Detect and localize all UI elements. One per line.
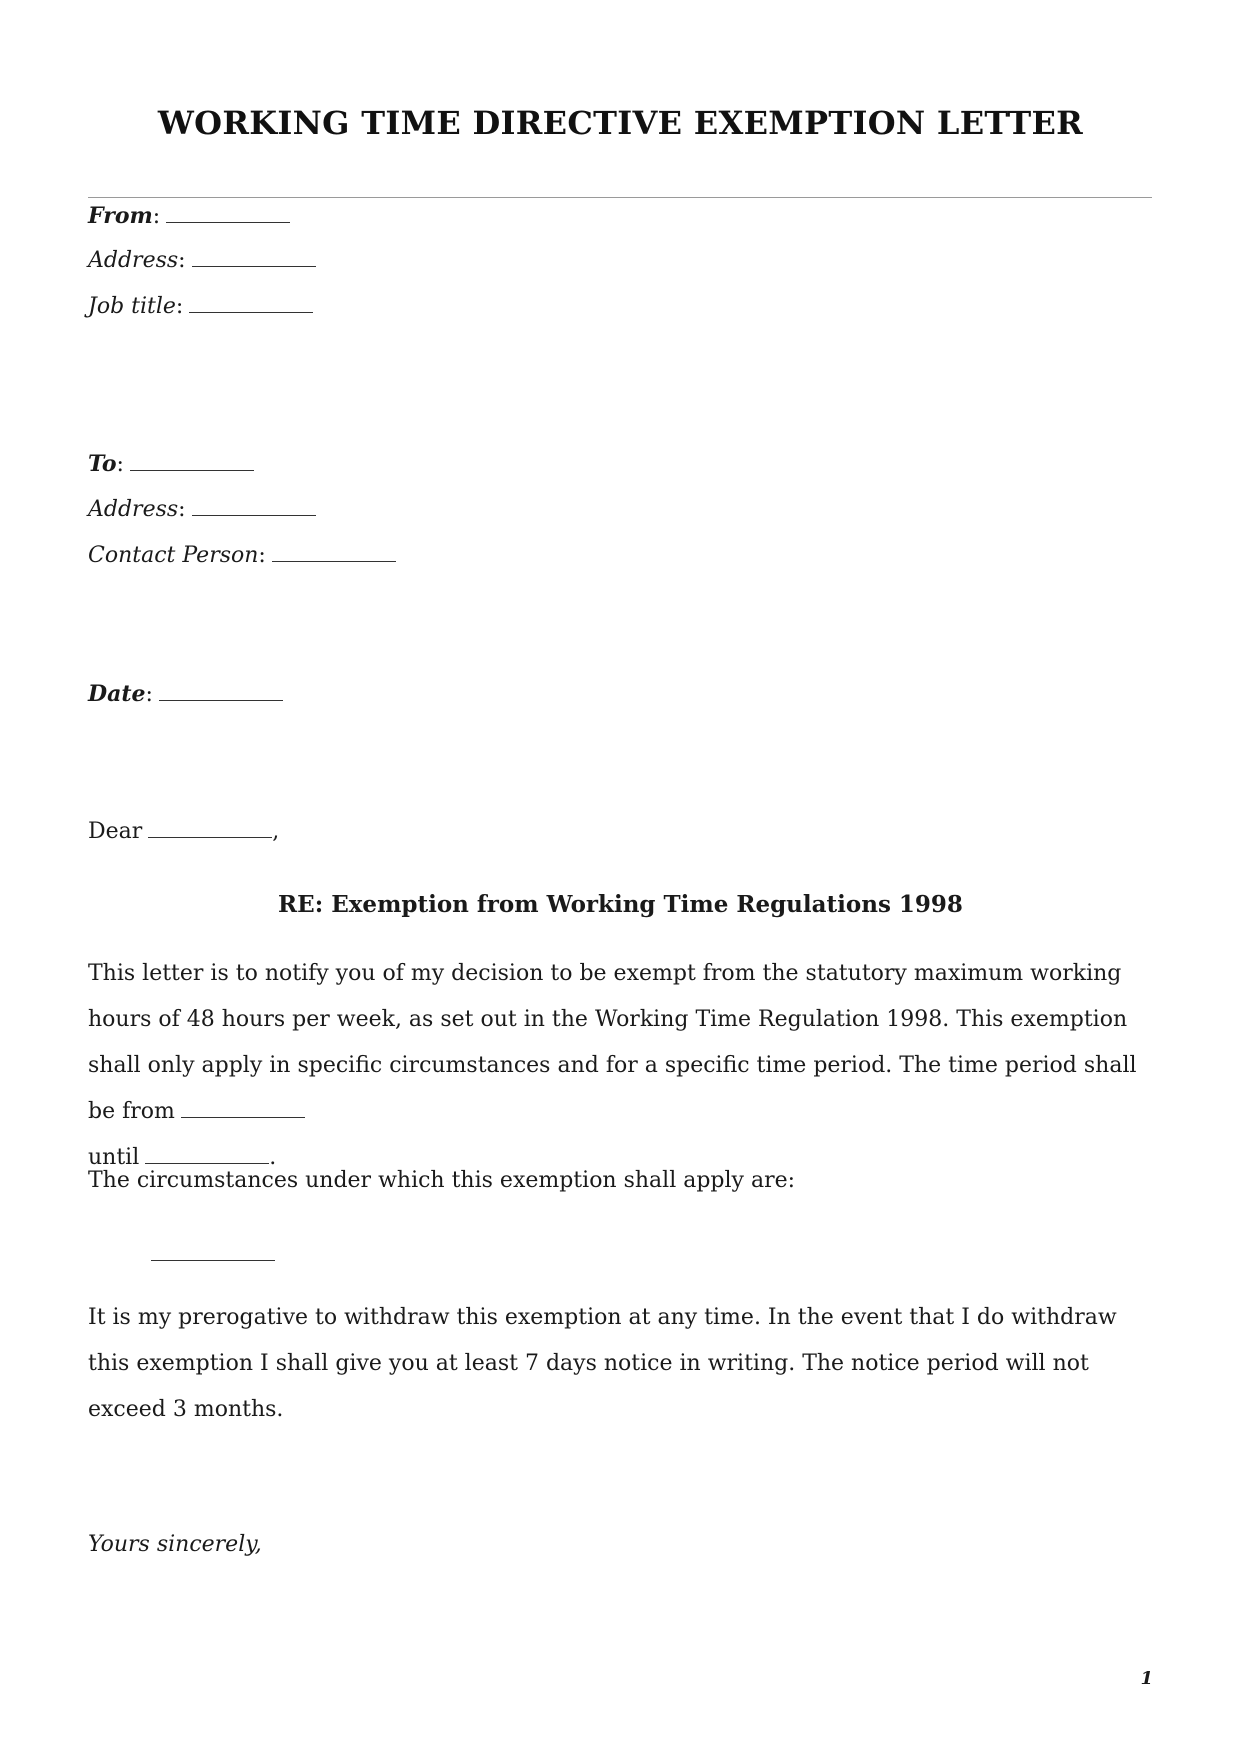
to-address-line: Address: [88,495,316,525]
closing-text: Yours sincerely, [88,1532,262,1557]
from-line: From: [88,201,290,232]
from-blank[interactable] [166,204,290,223]
recipient-name-blank[interactable] [148,819,272,838]
to-blank[interactable] [130,452,254,471]
from-address-blank[interactable] [192,248,316,267]
date-blank[interactable] [159,682,283,701]
to-address-blank[interactable] [192,497,316,516]
document-title: WORKING TIME DIRECTIVE EXEMPTION LETTER [157,104,1084,142]
to-line: To: [88,449,254,480]
date-line: Date: [88,679,283,710]
to-label: To [88,451,117,477]
date-label: Date [88,681,146,707]
salutation-line: Dear , [88,819,280,844]
circumstances-blank[interactable] [151,1240,275,1261]
contact-person-line: Contact Person: [88,541,396,571]
from-address-label: Address [88,248,179,273]
page-number: 1 [1140,1668,1153,1689]
until-text: until [88,1145,140,1170]
contact-person-blank[interactable] [272,543,396,562]
paragraph-circumstances: The circumstances under which this exemption shall apply are: [88,1168,796,1193]
period-start-blank[interactable] [181,1099,305,1118]
job-title-line: Job title: [88,292,313,322]
subject-line: RE: Exemption from Working Time Regulations 1998 [278,891,963,918]
title-divider [88,197,1152,198]
paragraph-withdrawal: It is my prerogative to withdraw this exemption at any time. In the event that I do withdraw this exemption I shall give you at least 7 days notice in writing. The notice period will not exceed 3 months. [88,1305,1117,1422]
paragraph-notification-text: This letter is to notify you of my decision to be exempt from the statutory maximum working hours of 48 hours per week, as set out in the Working Time Regulation 1998. This exemption shall only apply in specific circumstances and for a specific time period. The time period shall be from [88,961,1137,1124]
job-title-blank[interactable] [189,294,313,313]
paragraph-notification: This letter is to notify you of my decision to be exempt from the statutory maximum working hours of 48 hours per week, as set out in the Working Time Regulation 1998. This exemption shall only apply in specific circumstances and for a specific time period. The time period shall be from until . [88,961,1137,1170]
salutation-text: Dear [88,819,143,844]
to-address-label: Address [88,497,179,522]
from-label: From [88,203,153,229]
job-title-label: Job title [88,294,176,319]
from-address-line: Address: [88,246,316,276]
contact-person-label: Contact Person [88,543,259,568]
